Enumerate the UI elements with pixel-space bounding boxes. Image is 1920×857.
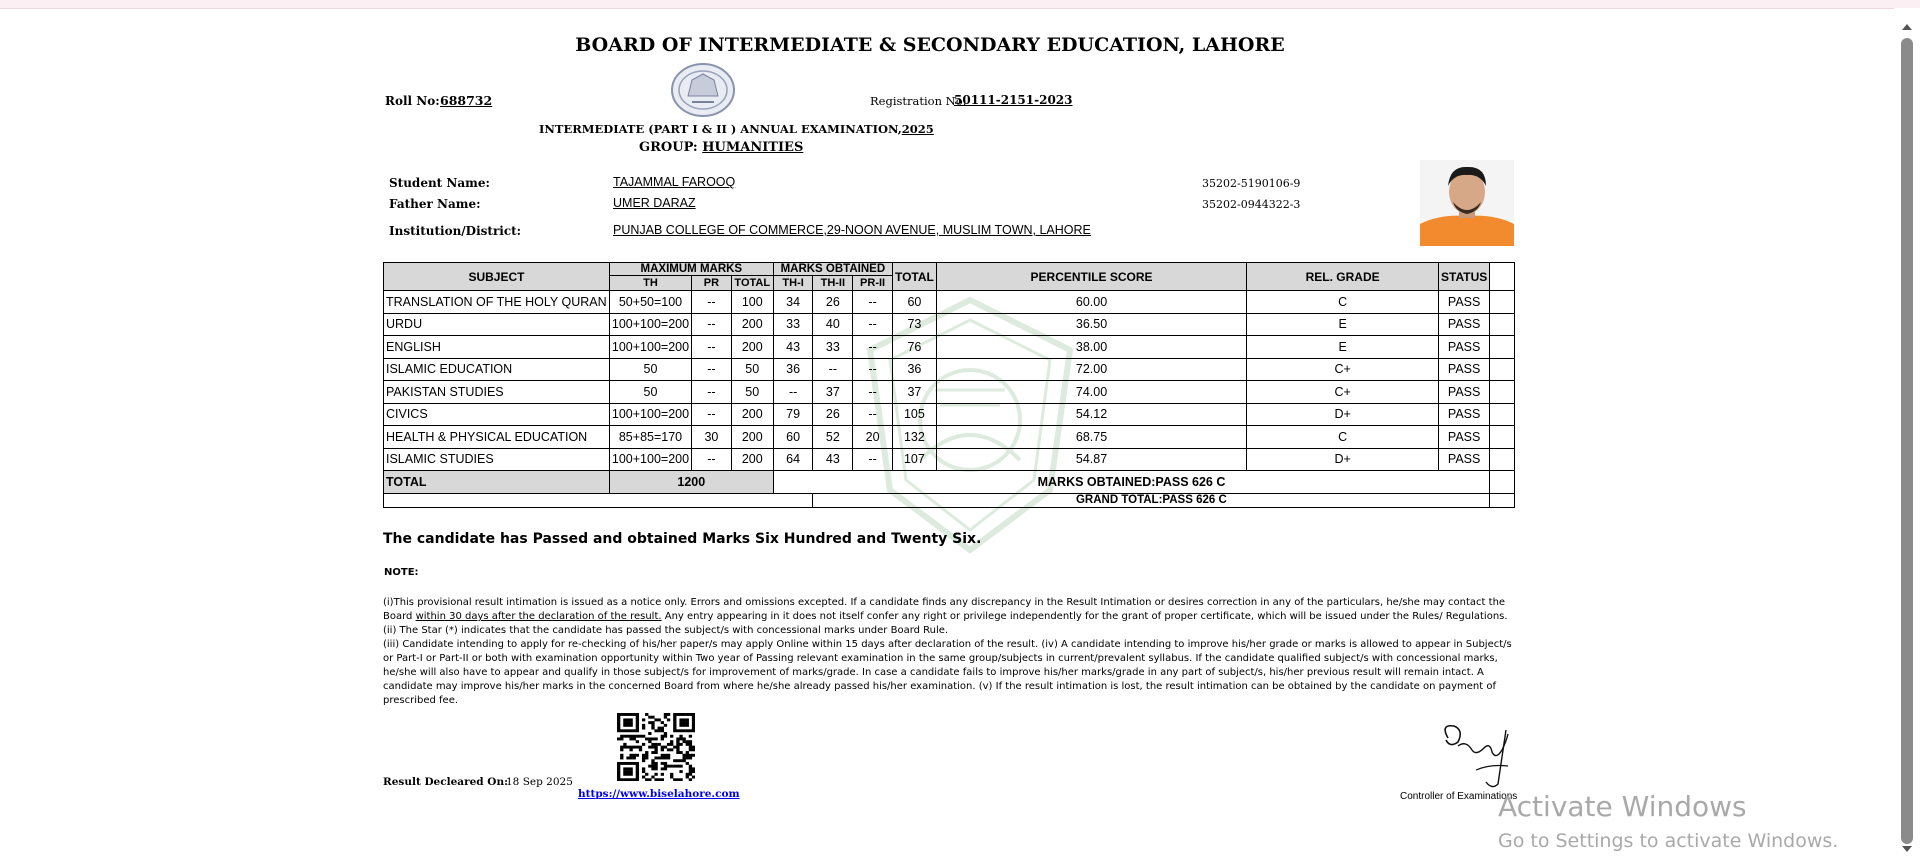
cell-th: 50: [609, 358, 691, 381]
header-marks-obtained: MARKS OBTAINED: [773, 263, 892, 276]
total-blank: [1490, 471, 1515, 494]
board-website-link[interactable]: https://www.biselahore.com: [578, 788, 740, 800]
cell-blank: [1490, 448, 1515, 471]
table-row: [384, 336, 1515, 359]
father-cnic: 35202-0944322-3: [1202, 198, 1301, 211]
table-row: [384, 313, 1515, 336]
roll-label: Roll No:: [385, 94, 440, 108]
header-th2: TH-II: [813, 276, 853, 291]
cell-max-total: 200: [731, 336, 773, 359]
cell-blank: [1490, 358, 1515, 381]
cell-max-total: 200: [731, 403, 773, 426]
cell-max-total: 50: [731, 358, 773, 381]
header-max-marks: MAXIMUM MARKS: [609, 263, 773, 276]
cell-pr2: 20: [853, 426, 893, 449]
cell-percentile: 54.87: [936, 448, 1246, 471]
cell-pr: --: [692, 381, 732, 404]
cell-subject: PAKISTAN STUDIES: [384, 381, 610, 404]
cell-th1: 36: [773, 358, 813, 381]
cell-pr: --: [692, 336, 732, 359]
table-row: [384, 358, 1515, 381]
cell-th2: 26: [813, 291, 853, 314]
cell-pr2: --: [853, 448, 893, 471]
note-1: [383, 596, 1515, 624]
note-3: (iii) Candidate intending to apply for re-checking of his/her paper/s may apply Online within 15 days after declaration of the result. (iv) A candidate intending to improve his/her grade or marks is allowed to appear in Subject/s or Part-I or Part-II or both with examination opportunity within Two year of Passing relevant examination in the same group/subjects in current/prevalent syllabus. If the candidate qualified subject/s with concessional marks, he/she will also have to appear and qualify in those subject/s for improvement of marks/grade. In case a candidate fails to improve his/her marks/grade in any part of subject/s, his/her previous result will remain intact. A candidate may improve his/her marks in the concerned Board from where he/she already passed his/her examination. (v) If the result intimation is lost, the result intimation can be obtained by the candidate on payment of prescribed fee.: [383, 639, 1512, 706]
note-label: NOTE:: [384, 567, 419, 578]
father-name-value: UMER DARAZ: [613, 196, 696, 210]
header-percentile: PERCENTILE SCORE: [936, 263, 1246, 291]
cell-subject: CIVICS: [384, 403, 610, 426]
header-subject: SUBJECT: [384, 263, 610, 291]
cell-pr: --: [692, 448, 732, 471]
group-value: HUMANITIES: [702, 140, 804, 155]
cell-th1: 43: [773, 336, 813, 359]
table-row: [384, 291, 1515, 314]
vertical-scrollbar[interactable]: [1894, 8, 1920, 857]
table-row: [384, 426, 1515, 449]
signature-icon: [1436, 720, 1516, 790]
cell-status: PASS: [1439, 336, 1490, 359]
table-row: [384, 381, 1515, 404]
institution-value: PUNJAB COLLEGE OF COMMERCE,29-NOON AVENUE, MUSLIM TOWN, LAHORE: [613, 223, 1091, 237]
cell-total: 60: [892, 291, 936, 314]
cell-th: 85+85=170: [609, 426, 691, 449]
cell-pr2: --: [853, 358, 893, 381]
student-name-label: Student Name:: [389, 176, 490, 190]
cell-th1: --: [773, 381, 813, 404]
cell-th2: --: [813, 358, 853, 381]
student-cnic: 35202-5190106-9: [1202, 177, 1301, 190]
cell-percentile: 72.00: [936, 358, 1246, 381]
cell-blank: [1490, 403, 1515, 426]
cell-pr2: --: [853, 291, 893, 314]
cell-th2: 40: [813, 313, 853, 336]
cell-th1: 60: [773, 426, 813, 449]
cell-pr: --: [692, 358, 732, 381]
header-obt-total: TOTAL: [892, 263, 936, 291]
table-row: [384, 448, 1515, 471]
student-name-value: TAJAMMAL FAROOQ: [613, 175, 736, 189]
cell-max-total: 200: [731, 313, 773, 336]
header-grade: REL. GRADE: [1247, 263, 1439, 291]
cell-grade: C+: [1247, 381, 1439, 404]
cell-th: 50+50=100: [609, 291, 691, 314]
browser-top-strip: [0, 0, 1920, 9]
activate-windows-title: Activate Windows: [1498, 790, 1747, 823]
qr-code-icon: [617, 713, 695, 781]
cell-total: 132: [892, 426, 936, 449]
note-1-underlined: within 30 days after the declaration of the result.: [415, 611, 662, 622]
roll-value: 688732: [440, 93, 493, 108]
cell-subject: TRANSLATION OF THE HOLY QURAN: [384, 291, 610, 314]
grand-total-blank-end: [1490, 493, 1515, 507]
cell-blank: [1490, 291, 1515, 314]
scroll-down-arrow-icon[interactable]: [1902, 846, 1912, 852]
header-th1: TH-I: [773, 276, 813, 291]
cell-status: PASS: [1439, 381, 1490, 404]
header-pr2: PR-II: [853, 276, 893, 291]
notes-block: [383, 596, 1515, 708]
cell-status: PASS: [1439, 313, 1490, 336]
cell-percentile: 60.00: [936, 291, 1246, 314]
cell-max-total: 200: [731, 426, 773, 449]
cell-pr: 30: [692, 426, 732, 449]
cell-subject: ISLAMIC STUDIES: [384, 448, 610, 471]
cell-th1: 64: [773, 448, 813, 471]
cell-total: 37: [892, 381, 936, 404]
cell-pr: --: [692, 291, 732, 314]
header-pr: PR: [692, 276, 732, 291]
note-2: (ii) The Star (*) indicates that the candidate has passed the subject/s with concessional marks under Board Rule.: [383, 625, 949, 636]
father-name-label: Father Name:: [389, 197, 481, 211]
cell-th1: 34: [773, 291, 813, 314]
cell-status: PASS: [1439, 426, 1490, 449]
cell-grade: D+: [1247, 448, 1439, 471]
cell-percentile: 68.75: [936, 426, 1246, 449]
cell-th2: 43: [813, 448, 853, 471]
cell-pr2: --: [853, 403, 893, 426]
cell-grade: E: [1247, 313, 1439, 336]
group-label: GROUP:: [639, 140, 698, 155]
table-row: [384, 403, 1515, 426]
activate-windows-subtitle: Go to Settings to activate Windows.: [1498, 830, 1839, 852]
cell-subject: URDU: [384, 313, 610, 336]
grand-total-blank: [384, 493, 813, 507]
cell-total: 73: [892, 313, 936, 336]
student-photo: [1420, 160, 1514, 246]
cell-total: 105: [892, 403, 936, 426]
cell-blank: [1490, 313, 1515, 336]
result-declared-date: 18 Sep 2025: [506, 776, 573, 788]
scroll-up-arrow-icon[interactable]: [1902, 24, 1912, 30]
exam-title: [539, 122, 934, 136]
cell-th2: 37: [813, 381, 853, 404]
marks-table: [383, 262, 1515, 508]
cell-th: 100+100=200: [609, 403, 691, 426]
cell-grade: C+: [1247, 358, 1439, 381]
cell-grade: E: [1247, 336, 1439, 359]
cell-status: PASS: [1439, 448, 1490, 471]
marks-obtained-summary: MARKS OBTAINED:PASS 626 C: [773, 471, 1490, 494]
cell-subject: ISLAMIC EDUCATION: [384, 358, 610, 381]
cell-total: 76: [892, 336, 936, 359]
cell-th1: 79: [773, 403, 813, 426]
cell-pr: --: [692, 313, 732, 336]
header-status: STATUS: [1439, 263, 1490, 291]
cell-pr: --: [692, 403, 732, 426]
cell-max-total: 50: [731, 381, 773, 404]
cell-grade: C: [1247, 291, 1439, 314]
cell-th: 100+100=200: [609, 448, 691, 471]
exam-title-text: INTERMEDIATE (PART I & II ) ANNUAL EXAMINATION,: [539, 122, 902, 136]
board-crest-icon: [670, 62, 736, 118]
cell-status: PASS: [1439, 291, 1490, 314]
cell-th: 100+100=200: [609, 336, 691, 359]
board-title: BOARD OF INTERMEDIATE & SECONDARY EDUCATION, LAHORE: [575, 34, 1285, 56]
note-1-a: (i)This provisional result intimation is issued as a notice only. Errors and omissions excepted. If a candidate finds any discrepancy in the Result Intimation or desires correction in any of the particulars, he/she may contact the Board: [383, 597, 1506, 622]
cell-grade: D+: [1247, 403, 1439, 426]
cell-percentile: 38.00: [936, 336, 1246, 359]
cell-th2: 52: [813, 426, 853, 449]
header-th: TH: [609, 276, 691, 291]
registration-label: Registration No:: [870, 94, 967, 108]
header-blank: [1490, 263, 1515, 291]
exam-year: 2025: [901, 122, 934, 136]
cell-pr2: --: [853, 381, 893, 404]
cell-max-total: 200: [731, 448, 773, 471]
controller-label: Controller of Examinations: [1400, 791, 1518, 802]
cell-pr2: --: [853, 336, 893, 359]
group-line: [639, 140, 803, 155]
cell-th2: 33: [813, 336, 853, 359]
cell-total: 107: [892, 448, 936, 471]
result-declared-label: Result Decleared On:: [383, 776, 508, 788]
cell-blank: [1490, 336, 1515, 359]
cell-percentile: 36.50: [936, 313, 1246, 336]
total-label: TOTAL: [384, 471, 610, 494]
cell-grade: C: [1247, 426, 1439, 449]
grand-total: GRAND TOTAL:PASS 626 C: [813, 493, 1490, 507]
cell-th: 50: [609, 381, 691, 404]
scroll-thumb[interactable]: [1901, 38, 1913, 844]
header-max-total: TOTAL: [731, 276, 773, 291]
cell-percentile: 74.00: [936, 381, 1246, 404]
cell-percentile: 54.12: [936, 403, 1246, 426]
institution-label: Institution/District:: [389, 224, 522, 238]
cell-subject: HEALTH & PHYSICAL EDUCATION: [384, 426, 610, 449]
cell-pr2: --: [853, 313, 893, 336]
cell-subject: ENGLISH: [384, 336, 610, 359]
registration-value: 50111-2151-2023: [954, 93, 1073, 107]
cell-th2: 26: [813, 403, 853, 426]
cell-blank: [1490, 381, 1515, 404]
total-max: 1200: [609, 471, 773, 494]
cell-status: PASS: [1439, 358, 1490, 381]
cell-th: 100+100=200: [609, 313, 691, 336]
cell-total: 36: [892, 358, 936, 381]
cell-th1: 33: [773, 313, 813, 336]
cell-max-total: 100: [731, 291, 773, 314]
cell-blank: [1490, 426, 1515, 449]
passed-text: The candidate has Passed and obtained Marks Six Hundred and Twenty Six.: [383, 531, 982, 547]
cell-status: PASS: [1439, 403, 1490, 426]
note-1-b: Any entry appearing in it does not itself confer any right or privilege independently for the grant of proper certificate, which will be issued under the Rules/ Regulations.: [661, 611, 1508, 622]
